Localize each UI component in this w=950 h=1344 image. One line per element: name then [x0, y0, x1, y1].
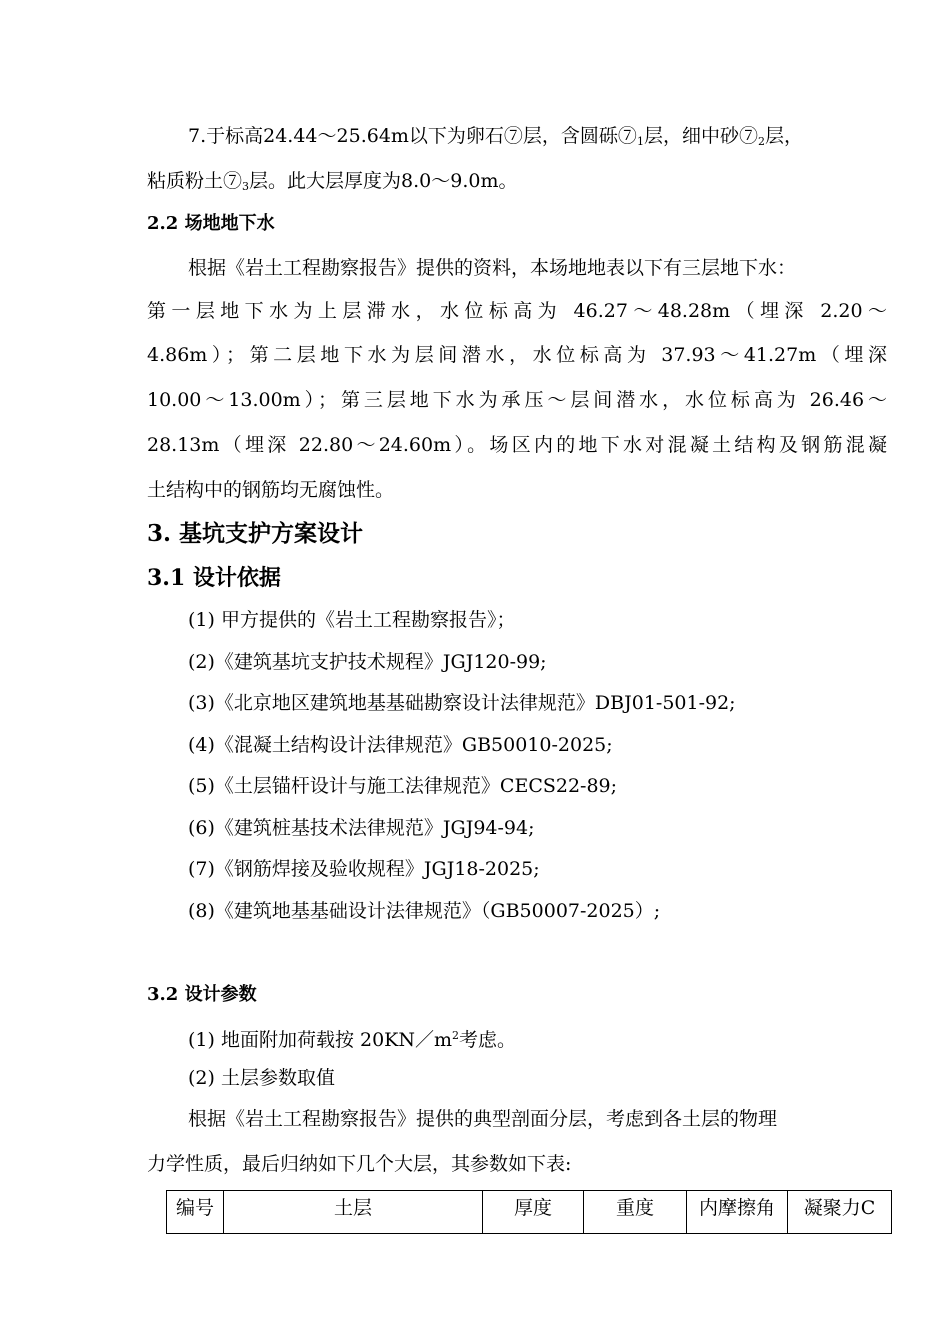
design-basis-item: (7)《钢筋焊接及验收规程》JGJ18-2025;	[188, 858, 540, 880]
table-header-cell-friction-angle: 内摩擦角	[687, 1191, 788, 1234]
soil-parameter-table	[166, 1190, 892, 1234]
groundwater-paragraph-line-2: 第一层地下水为上层滞水，水位标高为 46.27～48.28m（埋深 2.20～	[147, 300, 887, 322]
groundwater-paragraph-line-4: 10.00～13.00m）；第三层地下水为承压～层间潜水，水位标高为 26.46～	[147, 389, 887, 411]
design-basis-item: (8)《建筑地基基础设计法律规范》（GB50007-2025）;	[188, 900, 661, 922]
parameter-item-1: (1) 地面附加荷载按 $20KN/m^2$考虑。	[188, 1029, 517, 1051]
parameter-paragraph-line-2: 力学性质，最后归纳如下几个大层，其参数如下表:	[147, 1153, 572, 1175]
design-basis-item: (6)《建筑桩基技术法律规范》JGJ94-94;	[188, 817, 535, 839]
soil-layer-7-line-1: 7.于标高24.44～25.64m以下为卵石⑦层，含圆砾$⑦_1$层，细中砂$⑦_2$层，	[188, 125, 803, 148]
table-header-cell-cohesion: 凝聚力C	[788, 1191, 892, 1234]
groundwater-heading: 2.2 场地地下水	[147, 213, 275, 234]
design-basis-item: (5)《土层锚杆设计与施工法律规范》CECS22-89;	[188, 775, 618, 797]
table-header-cell-soil-layer: 土层	[224, 1191, 483, 1234]
table-header-cell-unit-weight: 重度	[584, 1191, 687, 1234]
section-3-heading: 3. 基坑支护方案设计	[147, 520, 364, 547]
table-header-row	[167, 1191, 892, 1234]
design-basis-item: (1) 甲方提供的《岩土工程勘察报告》；	[188, 609, 516, 631]
groundwater-paragraph-line-6: 土结构中的钢筋均无腐蚀性。	[147, 479, 395, 501]
design-basis-item: (2)《建筑基坑支护技术规程》JGJ120-99;	[188, 651, 547, 673]
groundwater-paragraph-line-3: 4.86m）；第二层地下水为层间潜水，水位标高为 37.93～41.27m（埋深	[147, 344, 887, 366]
section-3-2-heading: 3.2 设计参数	[147, 984, 257, 1005]
design-basis-item: (3)《北京地区建筑地基基础勘察设计法律规范》DBJ01-501-92;	[188, 692, 736, 714]
parameter-item-2: (2) 土层参数取值	[188, 1067, 335, 1089]
design-basis-item: (4)《混凝土结构设计法律规范》GB50010-2025;	[188, 734, 613, 756]
section-3-1-heading: 3.1 设计依据	[147, 565, 281, 591]
soil-layer-7-line-2: 粘质粉土$⑦_3$层。此大层厚度为8.0～9.0m。	[147, 170, 518, 193]
groundwater-paragraph-line-1: 根据《岩土工程勘察报告》提供的资料，本场地地表以下有三层地下水：	[188, 257, 797, 279]
parameter-paragraph-line-1: 根据《岩土工程勘察报告》提供的典型剖面分层，考虑到各土层的物理	[188, 1108, 778, 1130]
table-header-cell-thickness: 厚度	[483, 1191, 584, 1234]
table-header-cell-number: 编号	[167, 1191, 224, 1234]
groundwater-paragraph-line-5: 28.13m（埋深 22.80～24.60m）。场区内的地下水对混凝土结构及钢筋混凝	[147, 434, 887, 456]
